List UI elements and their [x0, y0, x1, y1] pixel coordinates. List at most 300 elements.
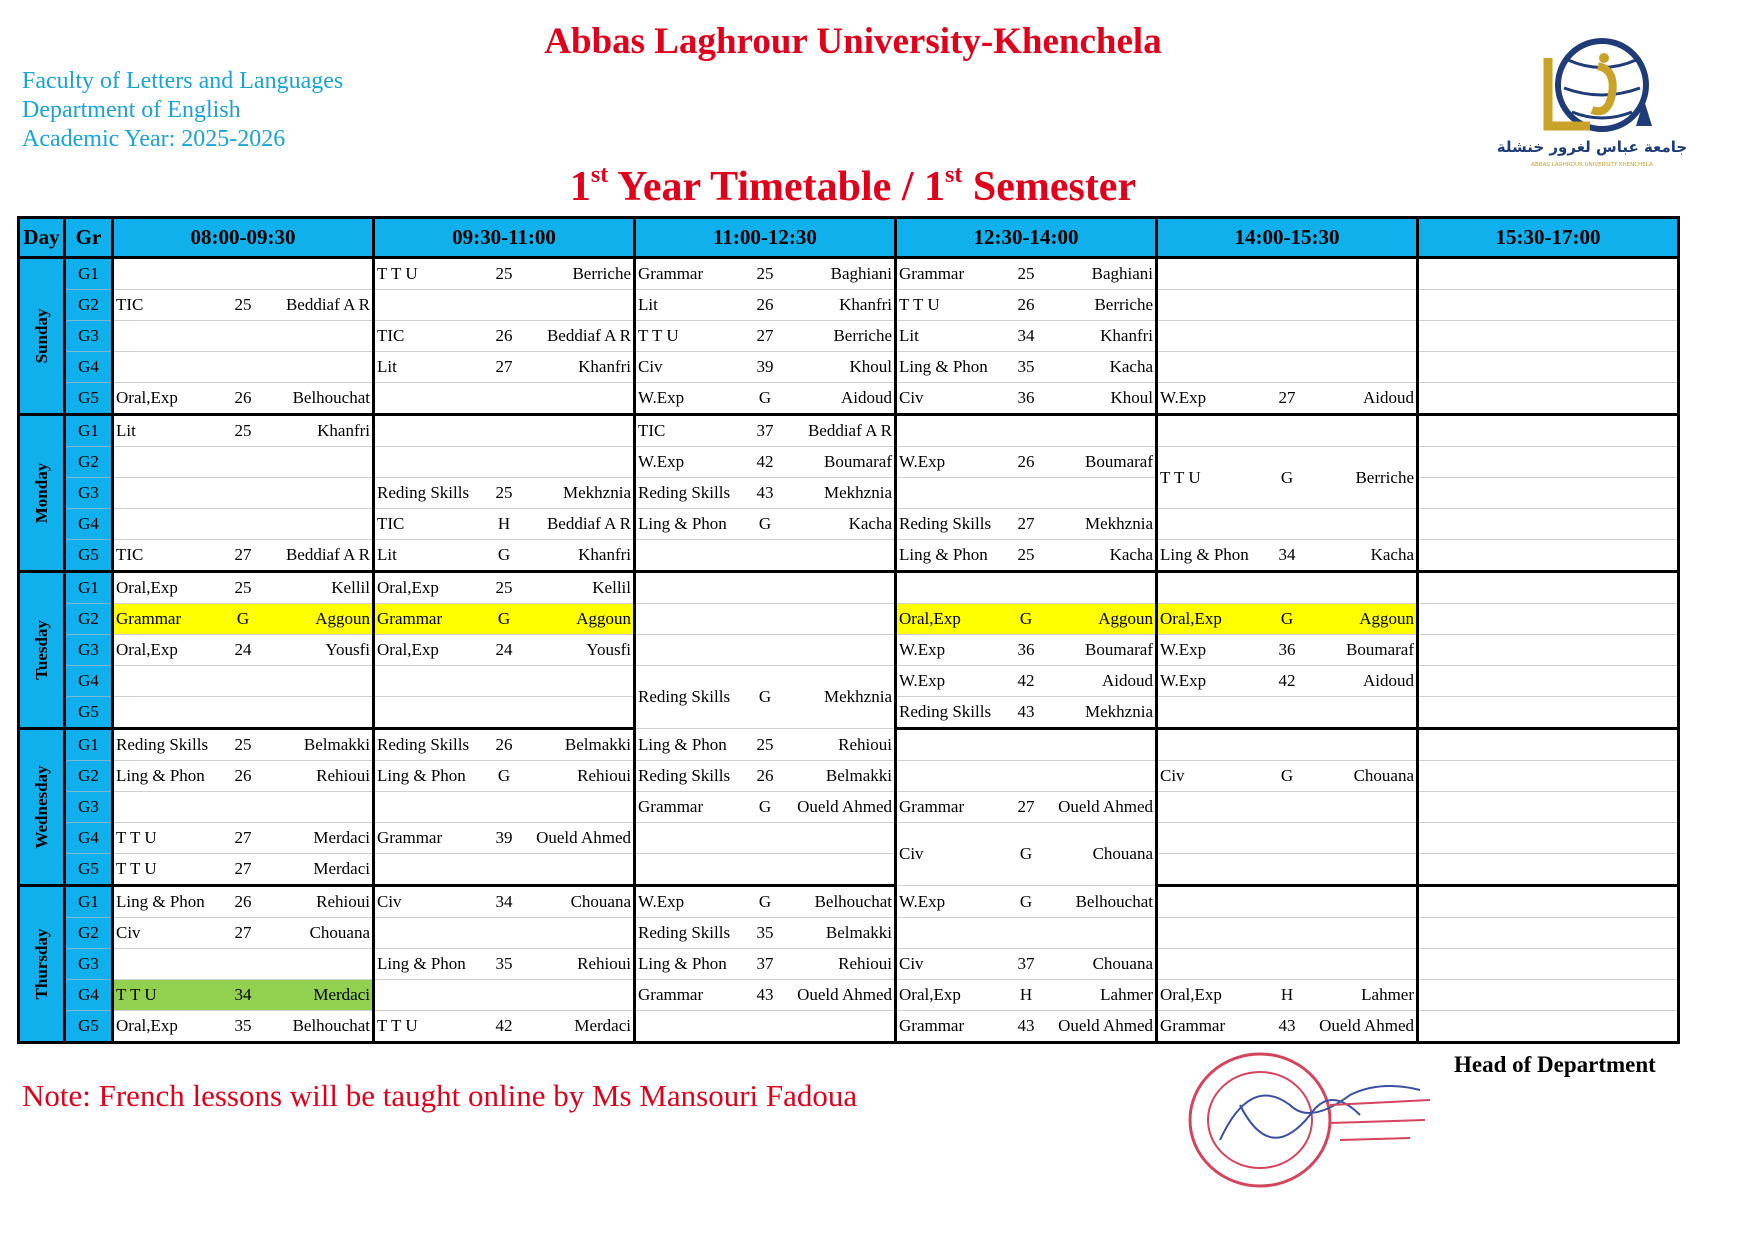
course-room: G: [236, 609, 250, 628]
course-module: TIC: [638, 421, 666, 440]
group-label: G3: [65, 635, 113, 666]
course-module: Reding Skills: [377, 483, 470, 502]
course-module: Oral,Exp: [116, 578, 178, 597]
class-cell: [374, 823, 635, 854]
class-cell: [635, 258, 896, 290]
course-teacher: Mekhznia: [1085, 702, 1153, 721]
course-teacher: Oueld Ahmed: [797, 985, 892, 1004]
group-label: G1: [65, 572, 113, 604]
class-cell: [113, 918, 374, 949]
course-module: Oral,Exp: [116, 388, 178, 407]
group-label: G5: [65, 540, 113, 572]
empty-cell: [374, 980, 635, 1011]
day-label: [19, 258, 65, 415]
course-room: 27: [495, 357, 513, 376]
empty-cell: [1418, 352, 1679, 383]
course-module: Reding Skills: [377, 735, 470, 754]
class-cell: [635, 666, 896, 729]
class-cell: [635, 478, 896, 509]
empty-cell: [113, 321, 374, 352]
course-module: Civ: [899, 954, 924, 973]
class-cell: [1157, 383, 1418, 415]
course-teacher: Baghiani: [830, 264, 892, 283]
course-teacher: Khoul: [849, 357, 892, 376]
slot-header: 12:30-14:00: [896, 218, 1157, 258]
empty-cell: [1418, 635, 1679, 666]
timetable-body: [19, 258, 1679, 1043]
course-room: G: [758, 514, 772, 533]
course-module: Ling & Phon: [899, 545, 988, 564]
empty-cell: [1157, 352, 1418, 383]
class-cell: [374, 258, 635, 290]
course-module: Civ: [899, 388, 924, 407]
course-teacher: Aidoud: [841, 388, 892, 407]
class-cell: [635, 918, 896, 949]
class-cell: [635, 290, 896, 321]
course-room: H: [497, 514, 511, 533]
course-room: 25: [756, 264, 774, 283]
table-row: [19, 415, 1679, 447]
course-module: Oral,Exp: [116, 1016, 178, 1035]
course-module: Grammar: [899, 1016, 965, 1035]
class-cell: [374, 886, 635, 918]
course-room: G: [497, 545, 511, 564]
course-room: 39: [756, 357, 774, 376]
course-teacher: Mekhznia: [1085, 514, 1153, 533]
course-module: Ling & Phon: [116, 892, 205, 911]
course-room: 25: [495, 264, 513, 283]
course-module: T T U: [377, 1016, 418, 1035]
table-row: [19, 729, 1679, 761]
course-module: Reding Skills: [638, 766, 731, 785]
course-teacher: Kellil: [331, 578, 370, 597]
class-cell: [896, 666, 1157, 697]
empty-cell: [896, 729, 1157, 761]
course-room: 42: [1017, 671, 1035, 690]
slot-header: 11:00-12:30: [635, 218, 896, 258]
course-teacher: Khanfri: [578, 545, 631, 564]
empty-cell: [1157, 572, 1418, 604]
title-sup2: st: [945, 162, 963, 188]
course-module: W.Exp: [899, 452, 946, 471]
class-cell: [374, 761, 635, 792]
course-module: Oral,Exp: [1160, 985, 1222, 1004]
course-module: TIC: [377, 326, 405, 345]
class-cell: [113, 1011, 374, 1043]
title-sup1: st: [590, 162, 609, 188]
empty-cell: [635, 1011, 896, 1043]
course-teacher: Kacha: [1109, 357, 1153, 376]
table-row: [19, 447, 1679, 478]
course-teacher: Merdaci: [313, 828, 370, 847]
course-room: 27: [234, 923, 252, 942]
course-module: Reding Skills: [638, 687, 731, 706]
class-cell: [635, 980, 896, 1011]
empty-cell: [113, 352, 374, 383]
course-room: 34: [1278, 545, 1296, 564]
course-room: 43: [1278, 1016, 1296, 1035]
empty-cell: [1418, 321, 1679, 352]
logo-latin-text: ABBAS LAGHROUR UNIVERSITY KHENCHELA: [1531, 162, 1653, 168]
course-teacher: Chouana: [309, 923, 370, 942]
course-teacher: Aggoun: [1359, 609, 1414, 628]
empty-cell: [896, 918, 1157, 949]
course-room: 26: [234, 892, 252, 911]
course-room: 24: [234, 640, 252, 659]
course-teacher: Boumaraf: [1085, 640, 1153, 659]
course-room: 43: [756, 483, 774, 502]
class-cell: [374, 478, 635, 509]
class-cell: [896, 540, 1157, 572]
empty-cell: [1418, 761, 1679, 792]
group-label: G3: [65, 949, 113, 980]
table-row: [19, 352, 1679, 383]
empty-cell: [1418, 290, 1679, 321]
course-teacher: Berriche: [1094, 295, 1153, 314]
course-module: Ling & Phon: [1160, 545, 1249, 564]
empty-cell: [1157, 854, 1418, 886]
course-room: 26: [234, 388, 252, 407]
course-module: T T U: [899, 295, 940, 314]
empty-cell: [635, 540, 896, 572]
university-title: Abbas Laghrour University-Khenchela: [544, 21, 1162, 62]
course-module: Civ: [638, 357, 663, 376]
table-row: [19, 980, 1679, 1011]
course-room: G: [758, 797, 772, 816]
class-cell: [1157, 980, 1418, 1011]
class-cell: [1157, 666, 1418, 697]
day-name: Sunday: [31, 308, 51, 364]
empty-cell: [374, 447, 635, 478]
course-teacher: Khoul: [1110, 388, 1153, 407]
course-room: G: [1019, 891, 1033, 911]
class-cell: [113, 540, 374, 572]
table-row: [19, 854, 1679, 886]
slot-header: 15:30-17:00: [1418, 218, 1679, 258]
course-module: TIC: [116, 295, 144, 314]
class-cell: [113, 572, 374, 604]
course-room: 25: [234, 578, 252, 597]
course-room: 27: [1017, 797, 1035, 816]
course-teacher: Belhouchat: [814, 892, 892, 911]
course-room: 25: [1017, 545, 1035, 564]
course-room: 25: [495, 578, 513, 597]
empty-cell: [374, 415, 635, 447]
class-cell: [635, 729, 896, 761]
official-stamp-icon: [1180, 1045, 1440, 1195]
course-teacher: Yousfi: [586, 640, 631, 659]
course-module: T T U: [116, 985, 157, 1004]
course-room: 26: [495, 735, 513, 754]
course-teacher: Beddiaf A R: [546, 326, 631, 345]
course-module: W.Exp: [638, 892, 685, 911]
class-cell: [635, 886, 896, 918]
empty-cell: [635, 854, 896, 886]
course-teacher: Rehioui: [577, 954, 631, 973]
course-room: 26: [1017, 452, 1035, 471]
course-module: Ling & Phon: [638, 954, 727, 973]
empty-cell: [1418, 478, 1679, 509]
course-room: 42: [1278, 671, 1296, 690]
group-label: G3: [65, 478, 113, 509]
course-teacher: Khanfri: [1100, 326, 1153, 345]
empty-cell: [374, 792, 635, 823]
course-room: G: [1280, 609, 1294, 628]
course-room: 25: [234, 421, 252, 440]
class-cell: [374, 572, 635, 604]
class-cell: [374, 540, 635, 572]
class-cell: [635, 509, 896, 540]
group-label: G2: [65, 761, 113, 792]
empty-cell: [113, 949, 374, 980]
day-label: [19, 572, 65, 729]
course-module: Grammar: [638, 797, 704, 816]
table-row: [19, 635, 1679, 666]
class-cell: [113, 854, 374, 886]
course-room: 26: [756, 295, 774, 314]
course-teacher: Rehioui: [838, 734, 892, 754]
empty-cell: [113, 447, 374, 478]
empty-cell: [635, 604, 896, 635]
slot-header: 14:00-15:30: [1157, 218, 1418, 258]
empty-cell: [1418, 854, 1679, 886]
course-teacher: Lahmer: [1100, 985, 1153, 1004]
course-module: W.Exp: [899, 891, 946, 911]
class-cell: [113, 604, 374, 635]
course-module: T T U: [116, 828, 157, 847]
department-name: Department of English: [22, 97, 241, 123]
empty-cell: [1418, 509, 1679, 540]
course-teacher: Beddiaf A R: [285, 545, 370, 564]
course-teacher: Chouana: [1092, 844, 1153, 863]
empty-cell: [896, 761, 1157, 792]
empty-cell: [1418, 918, 1679, 949]
course-teacher: Chouana: [1092, 954, 1153, 973]
empty-cell: [374, 383, 635, 415]
course-room: 43: [1017, 1016, 1035, 1035]
table-row: [19, 572, 1679, 604]
empty-cell: [113, 258, 374, 290]
course-module: T T U: [116, 859, 157, 878]
class-cell: [896, 823, 1157, 886]
course-teacher: Berriche: [833, 326, 892, 345]
class-cell: [896, 1011, 1157, 1043]
course-room: G: [1019, 609, 1033, 628]
table-row: [19, 792, 1679, 823]
table-row: [19, 823, 1679, 854]
course-teacher: Oueld Ahmed: [1058, 1016, 1153, 1035]
day-name: Thursday: [31, 928, 51, 1000]
course-teacher: Boumaraf: [1085, 452, 1153, 471]
course-teacher: Oueld Ahmed: [1058, 797, 1153, 816]
group-label: G4: [65, 509, 113, 540]
course-teacher: Kellil: [592, 578, 631, 597]
course-module: Grammar: [899, 264, 965, 283]
course-module: W.Exp: [899, 640, 946, 659]
table-row: [19, 383, 1679, 415]
course-teacher: Merdaci: [313, 859, 370, 878]
group-label: G5: [65, 854, 113, 886]
course-room: 25: [1017, 264, 1035, 283]
course-module: Reding Skills: [638, 483, 731, 502]
empty-cell: [1418, 886, 1679, 918]
course-teacher: Boumaraf: [824, 452, 892, 471]
course-module: Grammar: [638, 264, 704, 283]
empty-cell: [113, 509, 374, 540]
group-label: G5: [65, 697, 113, 729]
table-row: [19, 761, 1679, 792]
class-cell: [113, 886, 374, 918]
class-cell: [896, 697, 1157, 729]
course-room: 34: [234, 985, 252, 1004]
empty-cell: [1418, 666, 1679, 697]
class-cell: [635, 792, 896, 823]
course-teacher: Belhouchat: [292, 1016, 370, 1035]
empty-cell: [635, 635, 896, 666]
course-module: W.Exp: [1160, 640, 1207, 659]
course-module: Lit: [116, 421, 136, 440]
course-teacher: Aidoud: [1102, 671, 1153, 690]
empty-cell: [635, 572, 896, 604]
group-label: G4: [65, 980, 113, 1011]
course-module: Oral,Exp: [899, 609, 961, 628]
course-teacher: Rehioui: [838, 954, 892, 973]
course-module: T T U: [638, 326, 679, 345]
course-teacher: Oueld Ahmed: [1319, 1016, 1414, 1035]
course-module: Ling & Phon: [638, 514, 727, 533]
course-room: 27: [234, 545, 252, 564]
course-module: Reding Skills: [116, 735, 209, 754]
class-cell: [374, 729, 635, 761]
empty-cell: [374, 918, 635, 949]
course-teacher: Boumaraf: [1346, 640, 1414, 659]
course-teacher: Rehioui: [316, 766, 370, 785]
group-label: G2: [65, 918, 113, 949]
course-teacher: Aggoun: [1098, 609, 1153, 628]
course-module: Civ: [116, 923, 141, 942]
course-room: 26: [495, 326, 513, 345]
class-cell: [896, 321, 1157, 352]
day-label: [19, 729, 65, 886]
course-room: 37: [756, 954, 774, 973]
course-room: 35: [495, 954, 513, 973]
course-room: G: [758, 388, 772, 407]
empty-cell: [1157, 290, 1418, 321]
empty-cell: [1157, 949, 1418, 980]
empty-cell: [1418, 949, 1679, 980]
title-end: Semester: [962, 164, 1137, 210]
course-module: Civ: [899, 844, 924, 863]
course-room: 25: [234, 295, 252, 314]
course-room: G: [1019, 844, 1033, 863]
class-cell: [374, 604, 635, 635]
course-room: 26: [1017, 295, 1035, 314]
course-module: T T U: [1160, 467, 1201, 487]
class-cell: [896, 258, 1157, 290]
course-module: Reding Skills: [638, 923, 731, 942]
course-room: 42: [756, 452, 774, 471]
course-room: G: [497, 609, 511, 628]
class-cell: [635, 949, 896, 980]
class-cell: [1157, 635, 1418, 666]
empty-cell: [1418, 823, 1679, 854]
empty-cell: [1157, 697, 1418, 729]
empty-cell: [1157, 415, 1418, 447]
empty-cell: [1418, 1011, 1679, 1043]
course-module: Ling & Phon: [116, 766, 205, 785]
table-row: [19, 666, 1679, 697]
day-label: [19, 415, 65, 572]
university-logo: [1496, 30, 1688, 170]
group-label: G4: [65, 352, 113, 383]
course-module: T T U: [377, 264, 418, 283]
class-cell: [896, 604, 1157, 635]
course-room: 36: [1017, 640, 1035, 659]
course-teacher: Mekhznia: [824, 483, 892, 502]
empty-cell: [1418, 980, 1679, 1011]
class-cell: [896, 509, 1157, 540]
course-module: Grammar: [899, 797, 965, 816]
timetable: [17, 216, 1680, 1044]
course-teacher: Khanfri: [578, 357, 631, 376]
table-row: [19, 290, 1679, 321]
course-teacher: Lahmer: [1361, 985, 1414, 1004]
empty-cell: [1157, 321, 1418, 352]
course-teacher: Aggoun: [315, 609, 370, 628]
class-cell: [896, 886, 1157, 918]
course-room: 34: [1017, 326, 1035, 345]
course-module: Civ: [1160, 766, 1185, 785]
course-room: G: [758, 687, 772, 706]
course-module: W.Exp: [638, 452, 685, 471]
course-teacher: Mekhznia: [824, 687, 892, 706]
class-cell: [896, 290, 1157, 321]
course-module: Ling & Phon: [377, 766, 466, 785]
empty-cell: [1157, 258, 1418, 290]
course-module: Ling & Phon: [638, 734, 727, 754]
group-label: G2: [65, 447, 113, 478]
course-teacher: Khanfri: [839, 295, 892, 314]
group-label: G2: [65, 290, 113, 321]
course-teacher: Rehioui: [316, 892, 370, 911]
title-mid: Year Timetable / 1: [608, 164, 945, 210]
course-teacher: Beddiaf A R: [807, 421, 892, 440]
course-module: Grammar: [116, 609, 182, 628]
course-teacher: Merdaci: [313, 985, 370, 1004]
course-module: W.Exp: [638, 388, 685, 407]
empty-cell: [635, 823, 896, 854]
course-room: 34: [495, 892, 513, 911]
course-room: H: [1019, 985, 1033, 1004]
class-cell: [374, 1011, 635, 1043]
group-label: G2: [65, 604, 113, 635]
empty-cell: [113, 666, 374, 697]
group-label: G5: [65, 1011, 113, 1043]
course-module: Oral,Exp: [116, 640, 178, 659]
empty-cell: [1157, 886, 1418, 918]
group-label: G5: [65, 383, 113, 415]
course-teacher: Belmakki: [303, 735, 370, 754]
french-lessons-note: Note: French lessons will be taught online by Ms Mansouri Fadoua: [22, 1078, 858, 1113]
group-column-header: Gr: [65, 218, 113, 258]
empty-cell: [896, 415, 1157, 447]
course-room: G: [1280, 766, 1294, 785]
empty-cell: [1157, 509, 1418, 540]
class-cell: [635, 383, 896, 415]
course-module: W.Exp: [1160, 671, 1207, 690]
course-module: Grammar: [377, 828, 443, 847]
course-room: G: [1280, 467, 1294, 487]
